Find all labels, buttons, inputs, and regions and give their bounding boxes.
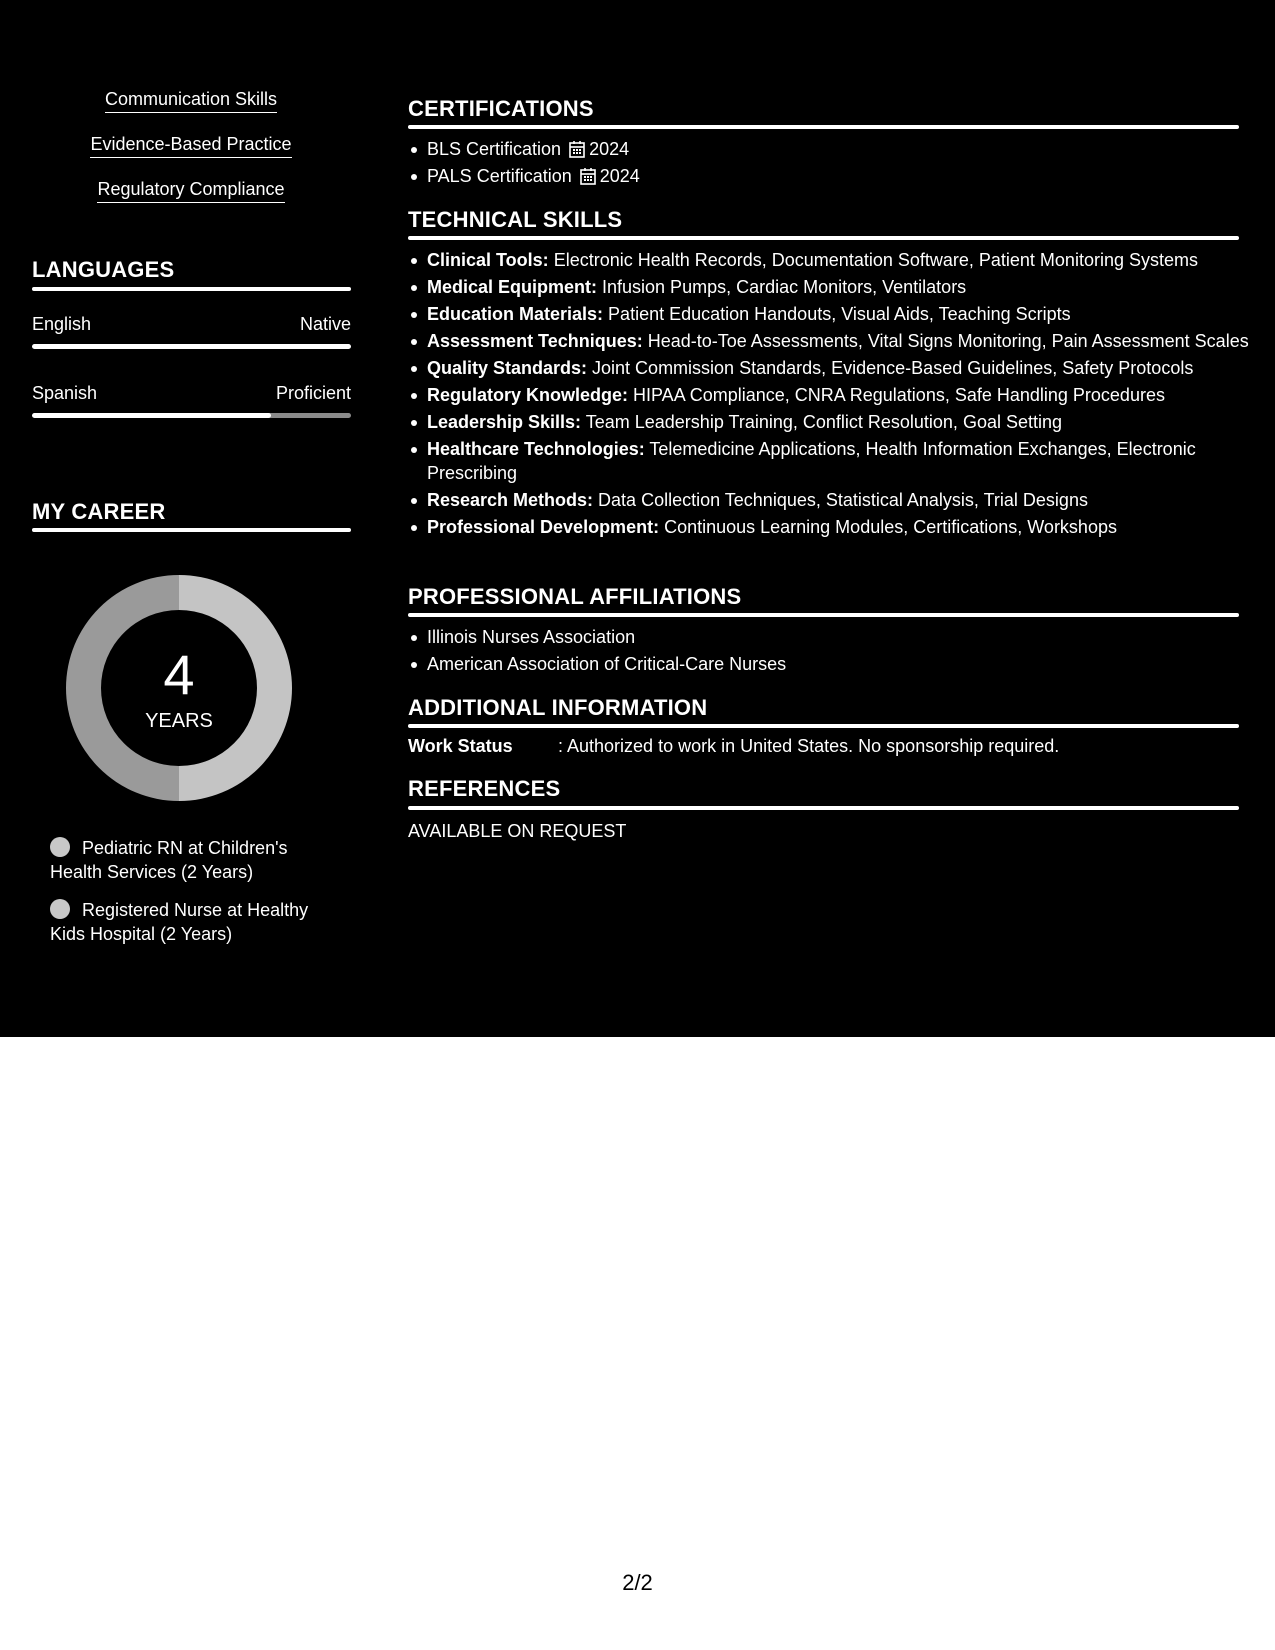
career-years-unit: YEARS	[145, 710, 213, 732]
list-item	[427, 329, 1258, 353]
calendar-icon	[580, 167, 596, 185]
affiliations-list	[408, 625, 1258, 679]
list-item	[427, 356, 1258, 380]
skill-category-text: Telemedicine Applications, Health Information Exchanges, Electronic Prescribing	[427, 439, 1196, 483]
certifications-list	[408, 137, 1258, 191]
career-item-text: Pediatric RN at Children's Health Services (2 Years)	[50, 838, 288, 882]
skill-category-text: Patient Education Handouts, Visual Aids, Teaching Scripts	[603, 304, 1071, 324]
affiliations-rule	[408, 613, 1239, 617]
skill-category-label: Medical Equipment:	[427, 277, 598, 297]
skill-category-label: Leadership Skills:	[427, 412, 582, 432]
career-donut-label	[66, 575, 292, 801]
skill-category-label: Clinical Tools:	[427, 250, 549, 270]
career-item	[50, 836, 340, 884]
career-heading: MY CAREER	[32, 499, 166, 524]
languages-rule	[32, 287, 351, 291]
language-row	[32, 383, 351, 404]
skill-category-label: Research Methods:	[427, 490, 594, 510]
skill-category-text: Team Leadership Training, Conflict Resolution, Goal Setting	[581, 412, 1062, 432]
certifications-rule	[408, 125, 1239, 129]
language-level: Native	[299, 314, 351, 334]
work-status-value: : Authorized to work in United States. No sponsorship required.	[558, 736, 1060, 756]
skill-tag	[32, 89, 350, 113]
language-proficiency-bar	[32, 344, 351, 349]
skill-category-text: HIPAA Compliance, CNRA Regulations, Safe Handling Procedures	[628, 385, 1165, 405]
list-item	[427, 248, 1258, 272]
certification-name: BLS Certification	[427, 139, 562, 159]
career-item-text: Registered Nurse at Healthy Kids Hospital (2 Years)	[50, 900, 309, 944]
work-status-label: Work Status	[408, 736, 513, 756]
list-item: American Association of Critical-Care Nurses	[427, 652, 1258, 676]
list-item	[427, 383, 1258, 407]
skill-label: Communication Skills	[105, 89, 277, 113]
skill-category-text: Continuous Learning Modules, Certifications, Workshops	[659, 517, 1117, 537]
skill-category-text: Head-to-Toe Assessments, Vital Signs Monitoring, Pain Assessment Scales	[642, 331, 1249, 351]
language-level: Proficient	[275, 383, 351, 403]
languages-heading: LANGUAGES	[32, 257, 175, 282]
skill-category-text: Infusion Pumps, Cardiac Monitors, Ventilators	[597, 277, 967, 297]
list-item	[427, 302, 1258, 326]
certification-year: 2024	[589, 139, 630, 159]
skill-label: Regulatory Compliance	[97, 179, 284, 203]
career-donut-chart	[66, 575, 292, 801]
list-item	[427, 488, 1258, 512]
page-number: 2/2	[622, 1570, 653, 1595]
career-item	[50, 898, 340, 946]
career-years-value: 4	[163, 643, 195, 706]
additional-info-heading: ADDITIONAL INFORMATION	[408, 695, 708, 720]
skill-category-label: Professional Development:	[427, 517, 660, 537]
skill-tag	[32, 134, 350, 158]
list-item	[427, 137, 1258, 161]
technical-skills-heading: TECHNICAL SKILLS	[408, 207, 623, 232]
sidebar	[0, 0, 380, 1037]
additional-info-rule	[408, 724, 1239, 728]
technical-skills-list	[408, 248, 1258, 542]
skill-category-label: Regulatory Knowledge:	[427, 385, 629, 405]
career-rule	[32, 528, 351, 532]
skill-category-text: Electronic Health Records, Documentation Software, Patient Monitoring Systems	[548, 250, 1198, 270]
skill-category-text: Data Collection Techniques, Statistical Analysis, Trial Designs	[593, 490, 1088, 510]
skill-category-label: Education Materials:	[427, 304, 604, 324]
skill-category-text: Joint Commission Standards, Evidence-Based Guidelines, Safety Protocols	[587, 358, 1194, 378]
skill-tag	[32, 179, 350, 203]
references-heading: REFERENCES	[408, 776, 561, 801]
references-text: AVAILABLE ON REQUEST	[408, 821, 627, 841]
career-dot-icon	[50, 837, 70, 857]
certifications-heading: CERTIFICATIONS	[408, 96, 594, 121]
list-item	[427, 515, 1258, 539]
skill-label: Evidence-Based Practice	[90, 134, 291, 158]
language-row	[32, 314, 351, 335]
list-item	[427, 275, 1258, 299]
skill-category-label: Assessment Techniques:	[427, 331, 643, 351]
references-rule	[408, 806, 1239, 810]
language-proficiency-fill	[32, 344, 351, 349]
certification-year: 2024	[599, 166, 640, 186]
affiliations-heading: PROFESSIONAL AFFILIATIONS	[408, 584, 742, 609]
career-dot-icon	[50, 899, 70, 919]
language-name: English	[32, 314, 92, 334]
list-item	[427, 410, 1258, 434]
language-name: Spanish	[32, 383, 98, 403]
skill-category-label: Healthcare Technologies:	[427, 439, 645, 459]
list-item	[427, 164, 1258, 188]
list-item: Illinois Nurses Association	[427, 625, 1258, 649]
skill-category-label: Quality Standards:	[427, 358, 588, 378]
calendar-icon	[569, 140, 585, 158]
technical-skills-rule	[408, 236, 1239, 240]
list-item	[427, 437, 1258, 485]
language-proficiency-bar	[32, 413, 351, 418]
language-proficiency-fill	[32, 413, 271, 418]
certification-name: PALS Certification	[427, 166, 572, 186]
